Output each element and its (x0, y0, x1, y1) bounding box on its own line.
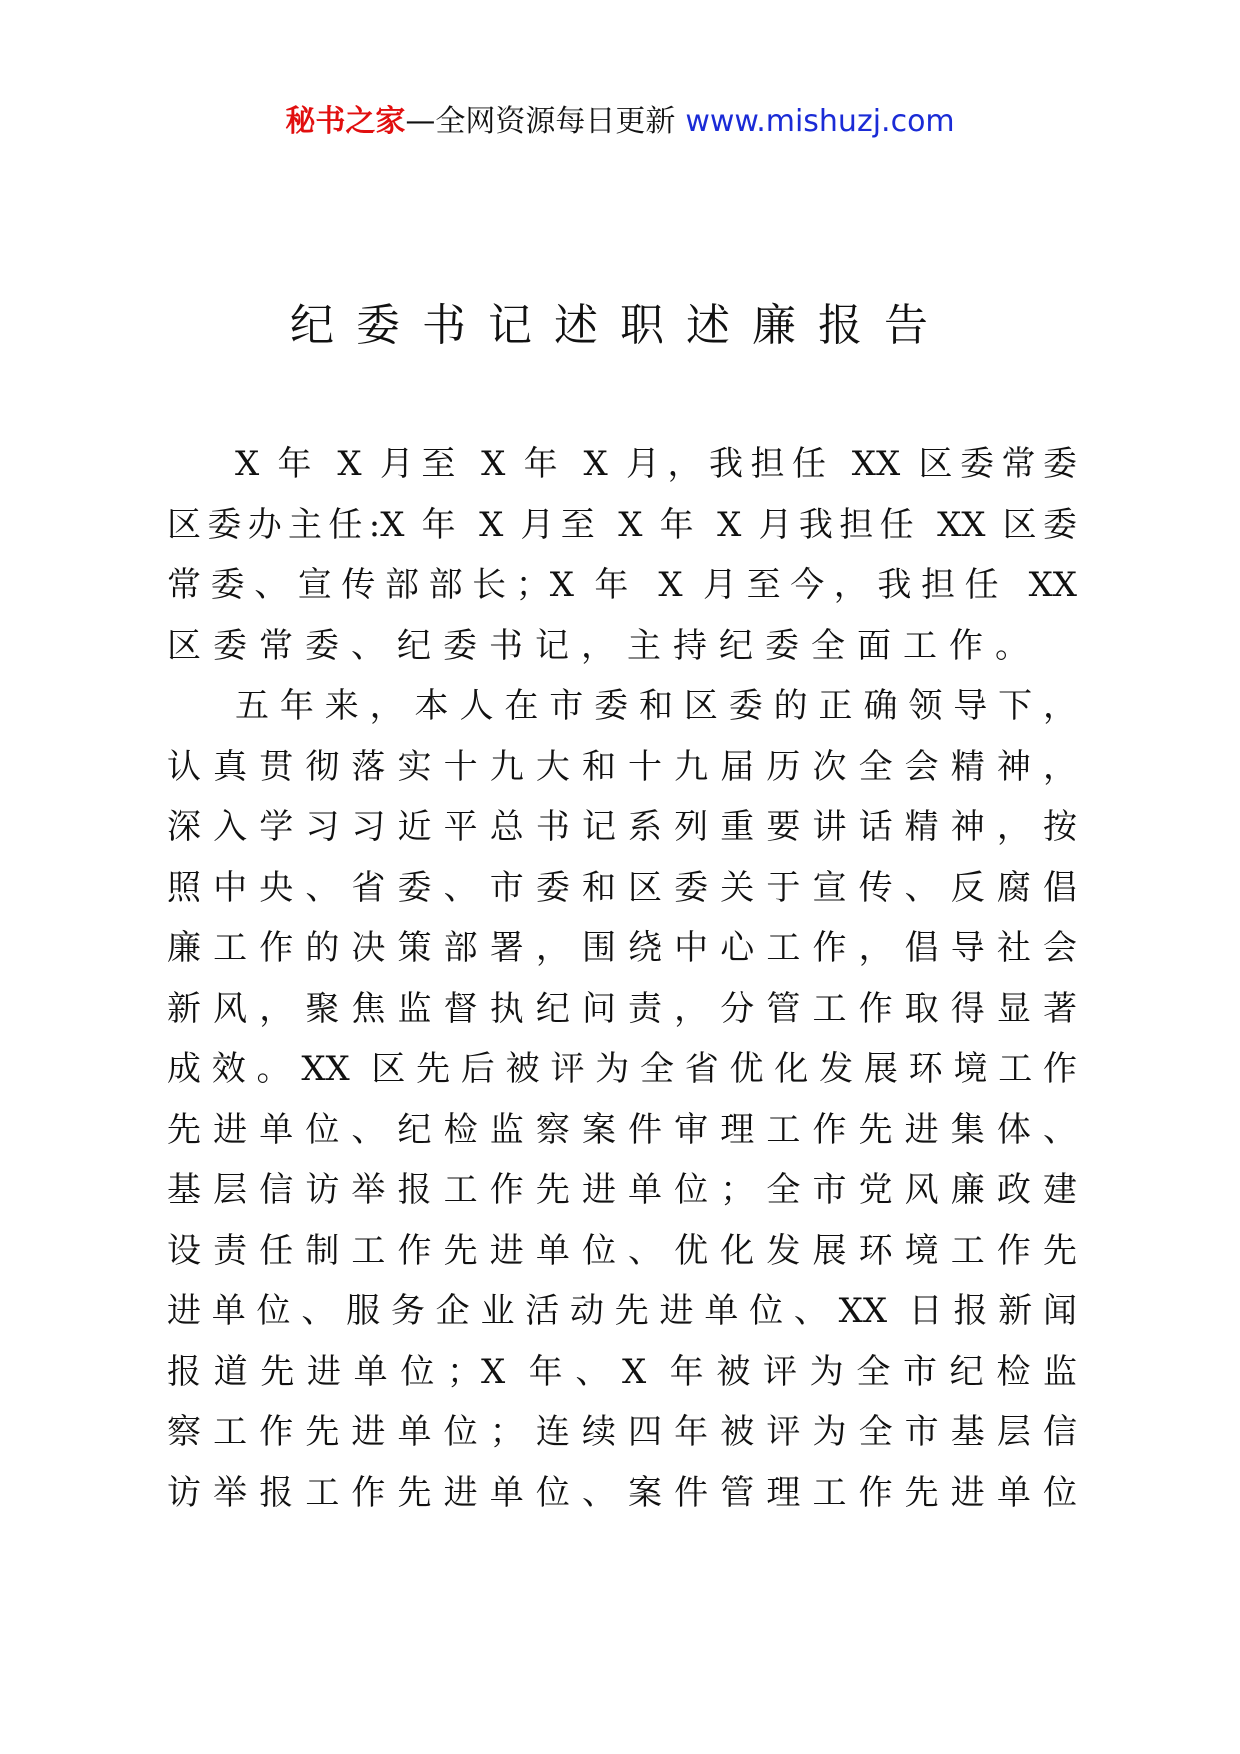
paragraph-2-line: 深入学习习近平总书记系列重要讲话精神，按 (167, 807, 1077, 847)
paragraph-2-line: 设责任制工作先进单位、优化发展环境工作先 (167, 1230, 1077, 1271)
paragraph-2-line: 照中央、省委、市委和区委关于宣传、反腐倡 (167, 867, 1077, 908)
paragraph-1-line: 区委办主任:X 年 X 月至 X 年 X 月我担任 XX 区委 (167, 504, 1077, 545)
paragraph-2-line: 新风，聚焦监督执纪问责，分管工作取得显著 (167, 988, 1077, 1029)
paragraph-1-line: 区委常委、纪委书记，主持纪委全面工作。 (167, 625, 1041, 666)
paragraph-2-line: 认真贯彻落实十九大和十九届历次全会精神， (167, 746, 1077, 787)
paragraph-2-line: 访举报工作先进单位、案件管理工作先进单位 (167, 1472, 1077, 1513)
site-url-link[interactable]: www.mishuzj.com (685, 104, 955, 139)
brand-name: 秘书之家 (285, 104, 406, 139)
document-title: 纪委书记述职述廉报告 (290, 300, 950, 351)
paragraph-2-line: 先进单位、纪检监察案件审理工作先进集体、 (167, 1109, 1077, 1150)
paragraph-2-line: 报道先进单位；X 年、X 年被评为全市纪检监 (167, 1351, 1077, 1392)
paragraph-2-line: 进单位、服务企业活动先进单位、XX 日报新闻 (167, 1291, 1077, 1331)
paragraph-1-line: X 年 X 月至 X 年 X 月，我担任 XX 区委常委 (235, 444, 1077, 484)
document-body (167, 434, 1077, 1523)
paragraph-2-line: 基层信访举报工作先进单位；全市党风廉政建 (167, 1170, 1077, 1210)
paragraph-1-line: 常委、宣传部部长；X 年 X 月至今，我担任 XX (167, 565, 1077, 605)
paragraph-2-line: 成效。XX 区先后被评为全省优化发展环境工作 (167, 1049, 1077, 1089)
site-header (0, 102, 1240, 142)
paragraph-2-line: 五年来，本人在市委和区委的正确领导下， (235, 686, 1077, 726)
paragraph-2-line: 察工作先进单位；连续四年被评为全市基层信 (167, 1412, 1077, 1452)
paragraph-2-line: 廉工作的决策部署，围绕中心工作，倡导社会 (167, 928, 1077, 968)
header-tagline: —全网资源每日更新 (405, 104, 676, 139)
